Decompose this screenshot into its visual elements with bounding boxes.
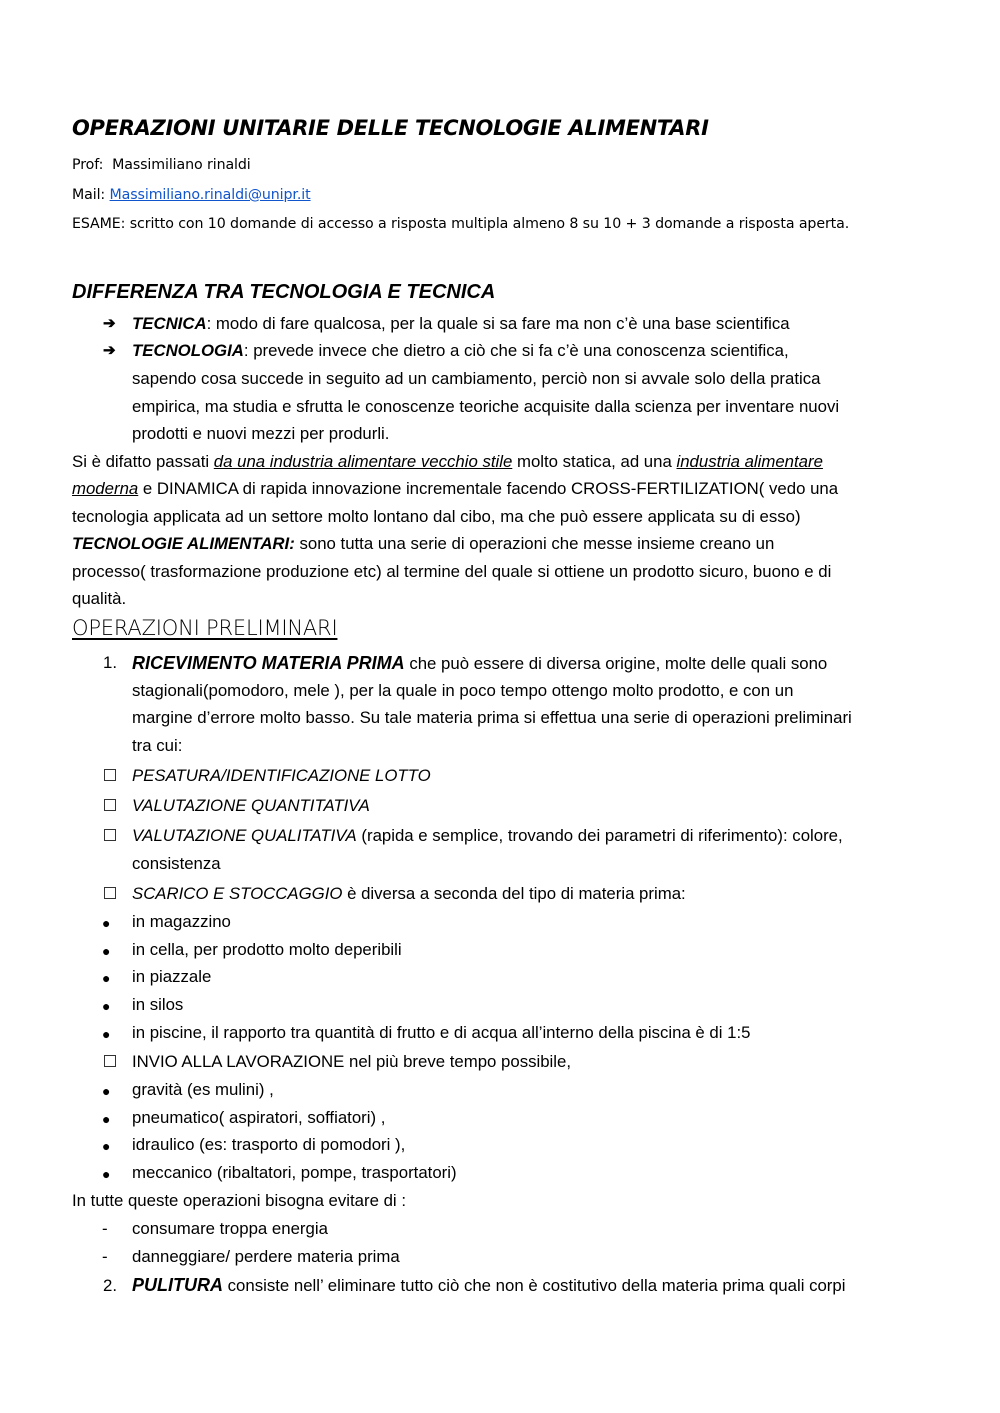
checklist-item: VALUTAZIONE QUANTITATIVA	[132, 796, 370, 815]
checkbox-icon[interactable]	[104, 1055, 116, 1067]
bullet-icon: ●	[102, 1111, 111, 1127]
definition-line: processo( trasformazione produzione etc) al termine del quale si ottiene un prodotto sicuro, buono e di	[72, 562, 832, 581]
mail-link[interactable]: Massimiliano.rinaldi@unipr.it	[109, 187, 311, 203]
checklist-text: è diversa a seconda del tipo di materia prima:	[342, 884, 686, 903]
dash-bullet: -	[102, 1247, 108, 1266]
checklist-item: PESATURA/IDENTIFICAZIONE LOTTO	[132, 766, 431, 785]
item1-line: stagionali(pomodoro, mele ), per la quale in poco tempo ottengo molto prodotto, e con un	[132, 681, 794, 700]
item1-line: tra cui:	[132, 736, 183, 755]
checkbox-icon[interactable]	[104, 799, 116, 811]
section-heading-differenza: DIFFERENZA TRA TECNOLOGIA E TECNICA	[72, 281, 496, 303]
storage-item: in piscine, il rapporto tra quantità di frutto e di acqua all’interno della piscina è di 1:5	[132, 1023, 751, 1042]
checklist-item: INVIO ALLA LAVORAZIONE nel più breve tempo possibile,	[132, 1052, 572, 1071]
definition-line	[72, 534, 774, 554]
underlined-phrase: industria alimentare	[676, 452, 823, 471]
item1-term: RICEVIMENTO MATERIA PRIMA	[132, 653, 405, 673]
tecnologia-text-1: : prevede invece che dietro a ciò che si fa c’è una conoscenza scientifica,	[243, 341, 789, 360]
paragraph-line	[72, 479, 838, 499]
mail-line	[72, 187, 311, 203]
transport-item: meccanico (ribaltatori, pompe, trasportatori)	[132, 1163, 457, 1182]
item1-line: margine d’errore molto basso. Su tale materia prima si effettua una serie di operazioni preliminari	[132, 708, 852, 727]
dash-bullet: -	[102, 1219, 108, 1238]
mail-label: Mail:	[72, 187, 106, 203]
transport-item: idraulico (es: trasporto di pomodori ),	[132, 1135, 406, 1154]
professor-line	[72, 157, 251, 173]
bullet-icon: ●	[102, 970, 111, 986]
bullet-icon: ●	[102, 1083, 111, 1099]
arrow-bullet-icon: ➔	[103, 342, 116, 359]
tecnologia-text-3: empirica, ma studia e sfrutta le conoscenze teoriche acquisite dalla scienza per inventare nuovi	[132, 397, 840, 416]
bullet-icon: ●	[102, 1138, 111, 1154]
tecnica-definition	[132, 314, 790, 334]
checklist-term: VALUTAZIONE QUALITATIVA	[132, 826, 357, 845]
storage-item: in cella, per prodotto molto deperibili	[132, 940, 402, 959]
document-title: OPERAZIONI UNITARIE DELLE TECNOLOGIE ALIMENTARI	[72, 116, 709, 140]
checklist-item	[132, 884, 686, 904]
professor-name: Massimiliano rinaldi	[112, 157, 251, 173]
avoid-intro: In tutte queste operazioni bisogna evitare di :	[72, 1191, 406, 1210]
tecnica-term: TECNICA	[132, 314, 207, 333]
avoid-item: consumare troppa energia	[132, 1219, 328, 1238]
paragraph-line	[72, 452, 823, 472]
checklist-term: SCARICO E STOCCAGGIO	[132, 884, 343, 903]
storage-item: in silos	[132, 995, 184, 1014]
checklist-item	[132, 826, 843, 846]
item1-text: che può essere di diversa origine, molte delle quali sono	[404, 654, 828, 673]
transport-item: gravità (es mulini) ,	[132, 1080, 274, 1099]
tecnologia-definition-line1	[132, 341, 789, 361]
bullet-icon: ●	[102, 998, 111, 1014]
definition-text: sono tutta una serie di operazioni che messe insieme creano un	[294, 534, 775, 553]
arrow-bullet-icon: ➔	[103, 315, 116, 332]
paragraph-line: tecnologia applicata ad un settore molto lontano dal cibo, ma che può essere applicata su di esso)	[72, 507, 801, 526]
item2-line	[132, 1275, 845, 1296]
paragraph-text: e DINAMICA di rapida innovazione incrementale facendo CROSS-FERTILIZATION( vedo una	[138, 479, 839, 498]
item2-text: consiste nell’ eliminare tutto ciò che non è costitutivo della materia prima quali corpi	[223, 1276, 846, 1295]
paragraph-text: molto statica, ad una	[512, 452, 677, 471]
definition-term: TECNOLOGIE ALIMENTARI:	[72, 534, 295, 553]
list-number: 1.	[103, 653, 117, 672]
professor-label: Prof:	[72, 157, 104, 173]
tecnologia-text-2: sapendo cosa succede in seguito ad un cambiamento, perciò non si avvale solo della pratica	[132, 369, 821, 388]
item2-term: PULITURA	[132, 1275, 223, 1295]
tecnica-text: : modo di fare qualcosa, per la quale si sa fare ma non c’è una base scientifica	[206, 314, 790, 333]
storage-item: in piazzale	[132, 967, 212, 986]
underlined-phrase: moderna	[72, 479, 139, 498]
storage-item: in magazzino	[132, 912, 231, 931]
underlined-phrase: da una industria alimentare vecchio stile	[213, 452, 513, 471]
tecnologia-text-4: prodotti e nuovi mezzi per produrli.	[132, 424, 390, 443]
bullet-icon: ●	[102, 1166, 111, 1182]
transport-item: pneumatico( aspiratori, soffiatori) ,	[132, 1108, 386, 1127]
section-heading-preliminari: OPERAZIONI PRELIMINARI	[72, 616, 338, 640]
checklist-item-continued: consistenza	[132, 854, 221, 873]
checklist-text: (rapida e semplice, trovando dei parametri di riferimento): colore,	[356, 826, 843, 845]
paragraph-text: Si è difatto passati	[72, 452, 214, 471]
checkbox-icon[interactable]	[104, 887, 116, 899]
item1-line	[132, 653, 827, 674]
checkbox-icon[interactable]	[104, 769, 116, 781]
bullet-icon: ●	[102, 943, 111, 959]
exam-info: ESAME: scritto con 10 domande di accesso a risposta multipla almeno 8 su 10 + 3 domande a risposta aperta.	[72, 216, 850, 232]
avoid-item: danneggiare/ perdere materia prima	[132, 1247, 400, 1266]
checkbox-icon[interactable]	[104, 829, 116, 841]
tecnologia-term: TECNOLOGIA	[132, 341, 244, 360]
definition-line: qualità.	[72, 589, 127, 608]
list-number: 2.	[103, 1276, 117, 1295]
bullet-icon: ●	[102, 1026, 111, 1042]
bullet-icon: ●	[102, 915, 111, 931]
